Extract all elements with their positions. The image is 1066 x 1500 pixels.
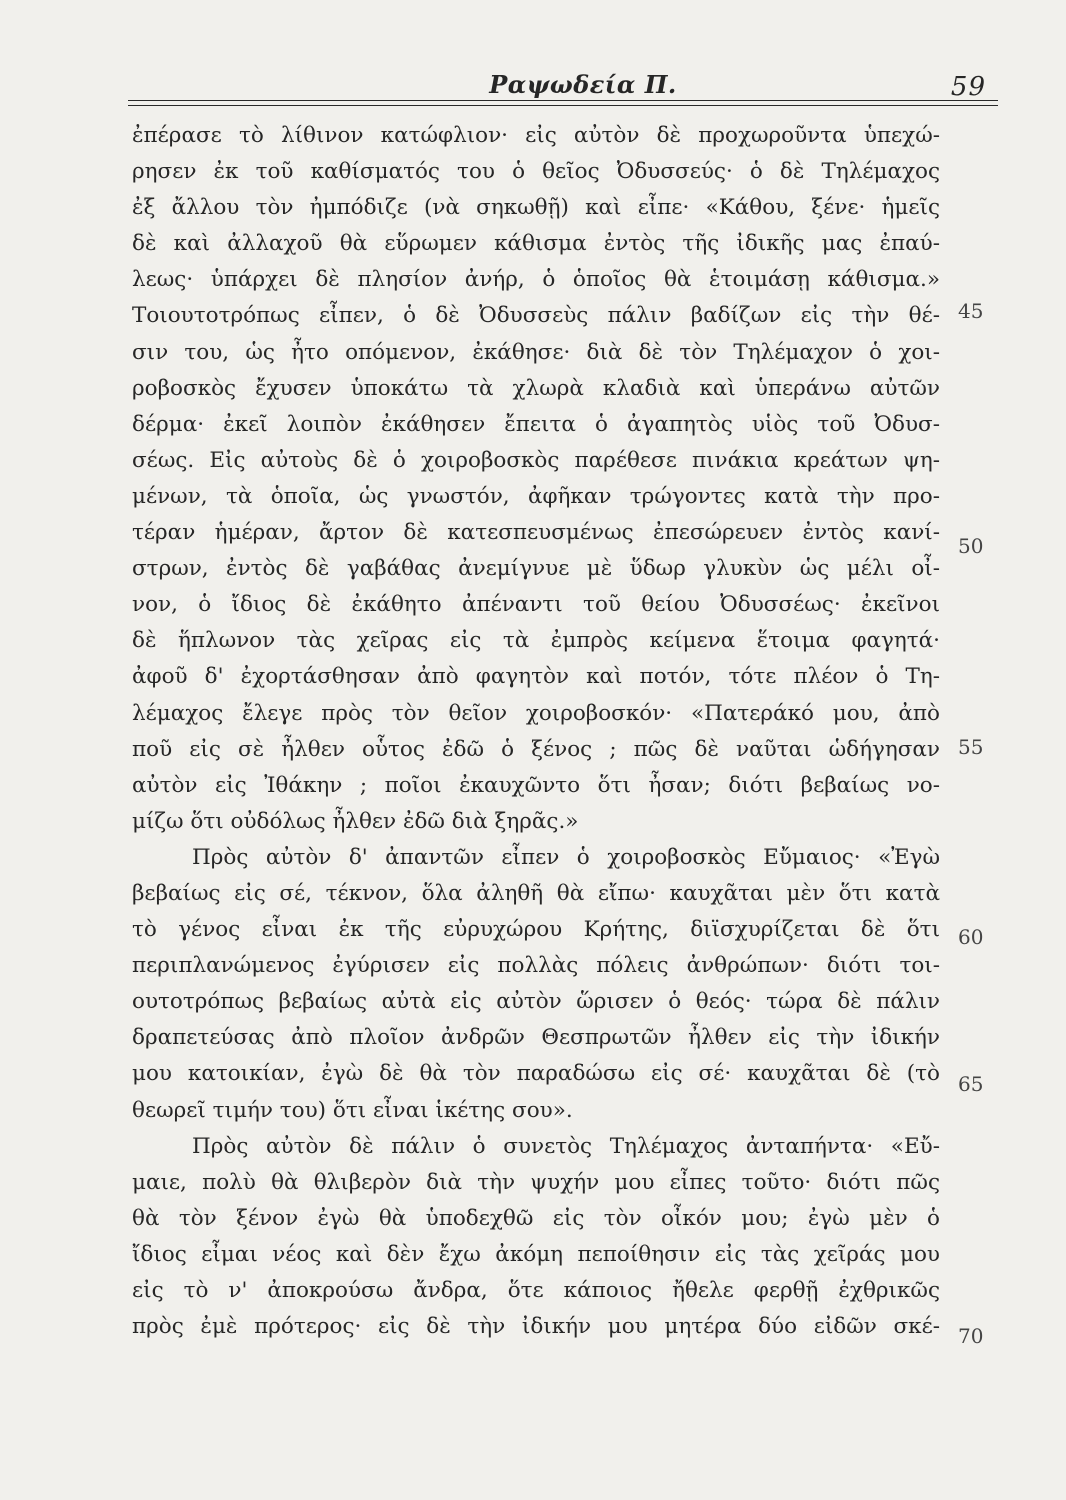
- text-line: θὰ τὸν ξένον ἐγὼ θὰ ὑποδεχθῶ εἰς τὸν οἶκόν μου; ἐγὼ μὲν ὁ: [132, 1205, 940, 1231]
- verse-number: 65: [958, 1072, 984, 1096]
- running-head: [128, 70, 998, 110]
- text-line: λεως· ὑπάρχει δὲ πλησίον ἀνήρ, ὁ ὁποῖος θὰ ἑτοιμάσῃ κάθισμα.»: [132, 267, 940, 293]
- text-line: μίζω ὅτι οὐδόλως ἦλθεν ἐδῶ διὰ ξηρᾶς.»: [132, 808, 579, 834]
- text-line: πρὸς ἐμὲ πρότερος· εἰς δὲ τὴν ἰδικήν μου μητέρα δύο εἰδῶν σκέ-: [132, 1314, 940, 1340]
- text-line: δραπετεύσας ἀπὸ πλοῖον ἀνδρῶν Θεσπρωτῶν ἦλθεν εἰς τὴν ἰδικήν: [132, 1025, 940, 1051]
- text-line: ἐξ ἄλλου τὸν ἠμπόδιζε (νὰ σηκωθῇ) καὶ εἶπε· «Κάθου, ξένε· ἡμεῖς: [132, 195, 940, 221]
- text-line: σιν του, ὡς ἦτο οπόμενον, ἐκάθησε· διὰ δὲ τὸν Τηλέμαχον ὁ χοι-: [132, 339, 940, 365]
- text-line: τέραν ἡμέραν, ἄρτον δὲ κατεσπευσμένως ἐπεσώρευεν ἐντὸς κανί-: [132, 520, 940, 546]
- text-line: σέως. Εἰς αὐτοὺς δὲ ὁ χοιροβοσκὸς παρέθεσε πινάκια κρεάτων ψη-: [132, 447, 940, 473]
- text-line: μαιε, πολὺ θὰ θλιβερὸν διὰ τὴν ψυχήν μου εἶπες τοῦτο· διότι πῶς: [132, 1169, 940, 1195]
- verse-number: 55: [958, 735, 984, 759]
- text-line: τὸ γένος εἶναι ἐκ τῆς εὐρυχώρου Κρήτης, διϊσχυρίζεται δὲ ὅτι: [132, 917, 940, 943]
- chapter-title: Ραψωδεία Π.: [489, 70, 677, 99]
- text-line: ἐπέρασε τὸ λίθινον κατώφλιον· εἰς αὐτὸν δὲ προχωροῦντα ὑπεχώ-: [132, 123, 940, 148]
- text-line-paragraph-start: Πρὸς αὐτὸν δὲ πάλιν ὁ συνετὸς Τηλέμαχος ἀνταπήντα· «Εὔ-: [192, 1133, 940, 1159]
- header-rule-top: [128, 100, 998, 101]
- header-rule-bottom: [128, 105, 998, 106]
- text-line: δὲ ἥπλωνον τὰς χεῖρας εἰς τὰ ἐμπρὸς κείμενα ἕτοιμα φαγητά·: [132, 628, 940, 654]
- text-line: νον, ὁ ἴδιος δὲ ἐκάθητο ἀπέναντι τοῦ θείου Ὀδυσσέως· ἐκεῖνοι: [132, 592, 940, 618]
- verse-number: 50: [958, 534, 984, 558]
- page-number: 59: [950, 72, 986, 102]
- text-line: λέμαχος ἔλεγε πρὸς τὸν θεῖον χοιροβοσκόν· «Πατεράκό μου, ἀπὸ: [132, 700, 940, 726]
- text-line: μου κατοικίαν, ἐγὼ δὲ θὰ τὸν παραδώσω εἰς σέ· καυχᾶται δὲ (τὸ: [132, 1061, 940, 1087]
- verse-number: 60: [958, 925, 984, 949]
- text-line: ρησεν ἐκ τοῦ καθίσματός του ὁ θεῖος Ὀδυσσεύς· ὁ δὲ Τηλέμαχος: [132, 159, 940, 185]
- text-line: περιπλανώμενος ἐγύρισεν εἰς πολλὰς πόλεις ἀνθρώπων· διότι τοι-: [132, 953, 940, 979]
- text-line: δέρμα· ἐκεῖ λοιπὸν ἐκάθησεν ἔπειτα ὁ ἀγαπητὸς υἱὸς τοῦ Ὀδυσ-: [132, 411, 940, 437]
- verse-number: 45: [958, 299, 984, 323]
- text-line: δὲ καὶ ἀλλαχοῦ θὰ εὕρωμεν κάθισμα ἐντὸς τῆς ἰδικῆς μας ἐπαύ-: [132, 231, 940, 257]
- text-line: ποῦ εἰς σὲ ἦλθεν οὗτος ἐδῶ ὁ ξένος ; πῶς δὲ ναῦται ὡδήγησαν: [132, 736, 940, 762]
- text-line: θεωρεῖ τιμήν του) ὅτι εἶναι ἱκέτης σου».: [132, 1097, 573, 1123]
- text-line: στρων, ἐντὸς δὲ γαβάθας ἀνεμίγνυε μὲ ὕδωρ γλυκὺν ὡς μέλι οἶ-: [132, 556, 940, 582]
- text-line: ἀφοῦ δ' ἐχορτάσθησαν ἀπὸ φαγητὸν καὶ ποτόν, τότε πλέον ὁ Τη-: [132, 664, 940, 690]
- body-text: [132, 118, 940, 1345]
- text-line: ροβοσκὸς ἔχυσεν ὑποκάτω τὰ χλωρὰ κλαδιὰ καὶ ὑπεράνω αὐτῶν: [132, 375, 940, 401]
- text-line: μένων, τὰ ὁποῖα, ὡς γνωστόν, ἀφῆκαν τρώγοντες κατὰ τὴν προ-: [132, 483, 940, 509]
- verse-number: 70: [958, 1324, 984, 1348]
- text-line: ουτοτρόπως βεβαίως αὐτὰ εἰς αὐτὸν ὥρισεν ὁ θεός· τώρα δὲ πάλιν: [132, 989, 940, 1015]
- text-line: βεβαίως εἰς σέ, τέκνον, ὅλα ἀληθῆ θὰ εἴπω· καυχᾶται μὲν ὅτι κατὰ: [132, 880, 940, 906]
- text-line: αὐτὸν εἰς Ἰθάκην ; ποῖοι ἐκαυχῶντο ὅτι ἦσαν; διότι βεβαίως νο-: [132, 772, 940, 798]
- text-line-paragraph-start: Πρὸς αὐτὸν δ' ἀπαντῶν εἶπεν ὁ χοιροβοσκὸς Εὔμαιος· «Ἐγὼ: [192, 844, 940, 870]
- text-line: ἴδιος εἶμαι νέος καὶ δὲν ἔχω ἀκόμη πεποίθησιν εἰς τὰς χεῖράς μου: [132, 1241, 940, 1267]
- text-line: Τοιουτοτρόπως εἶπεν, ὁ δὲ Ὀδυσσεὺς πάλιν βαδίζων εἰς τὴν θέ-: [132, 303, 940, 329]
- text-line: εἰς τὸ ν' ἀποκρούσω ἄνδρα, ὅτε κάποιος ἤθελε φερθῇ ἐχθρικῶς: [132, 1278, 940, 1303]
